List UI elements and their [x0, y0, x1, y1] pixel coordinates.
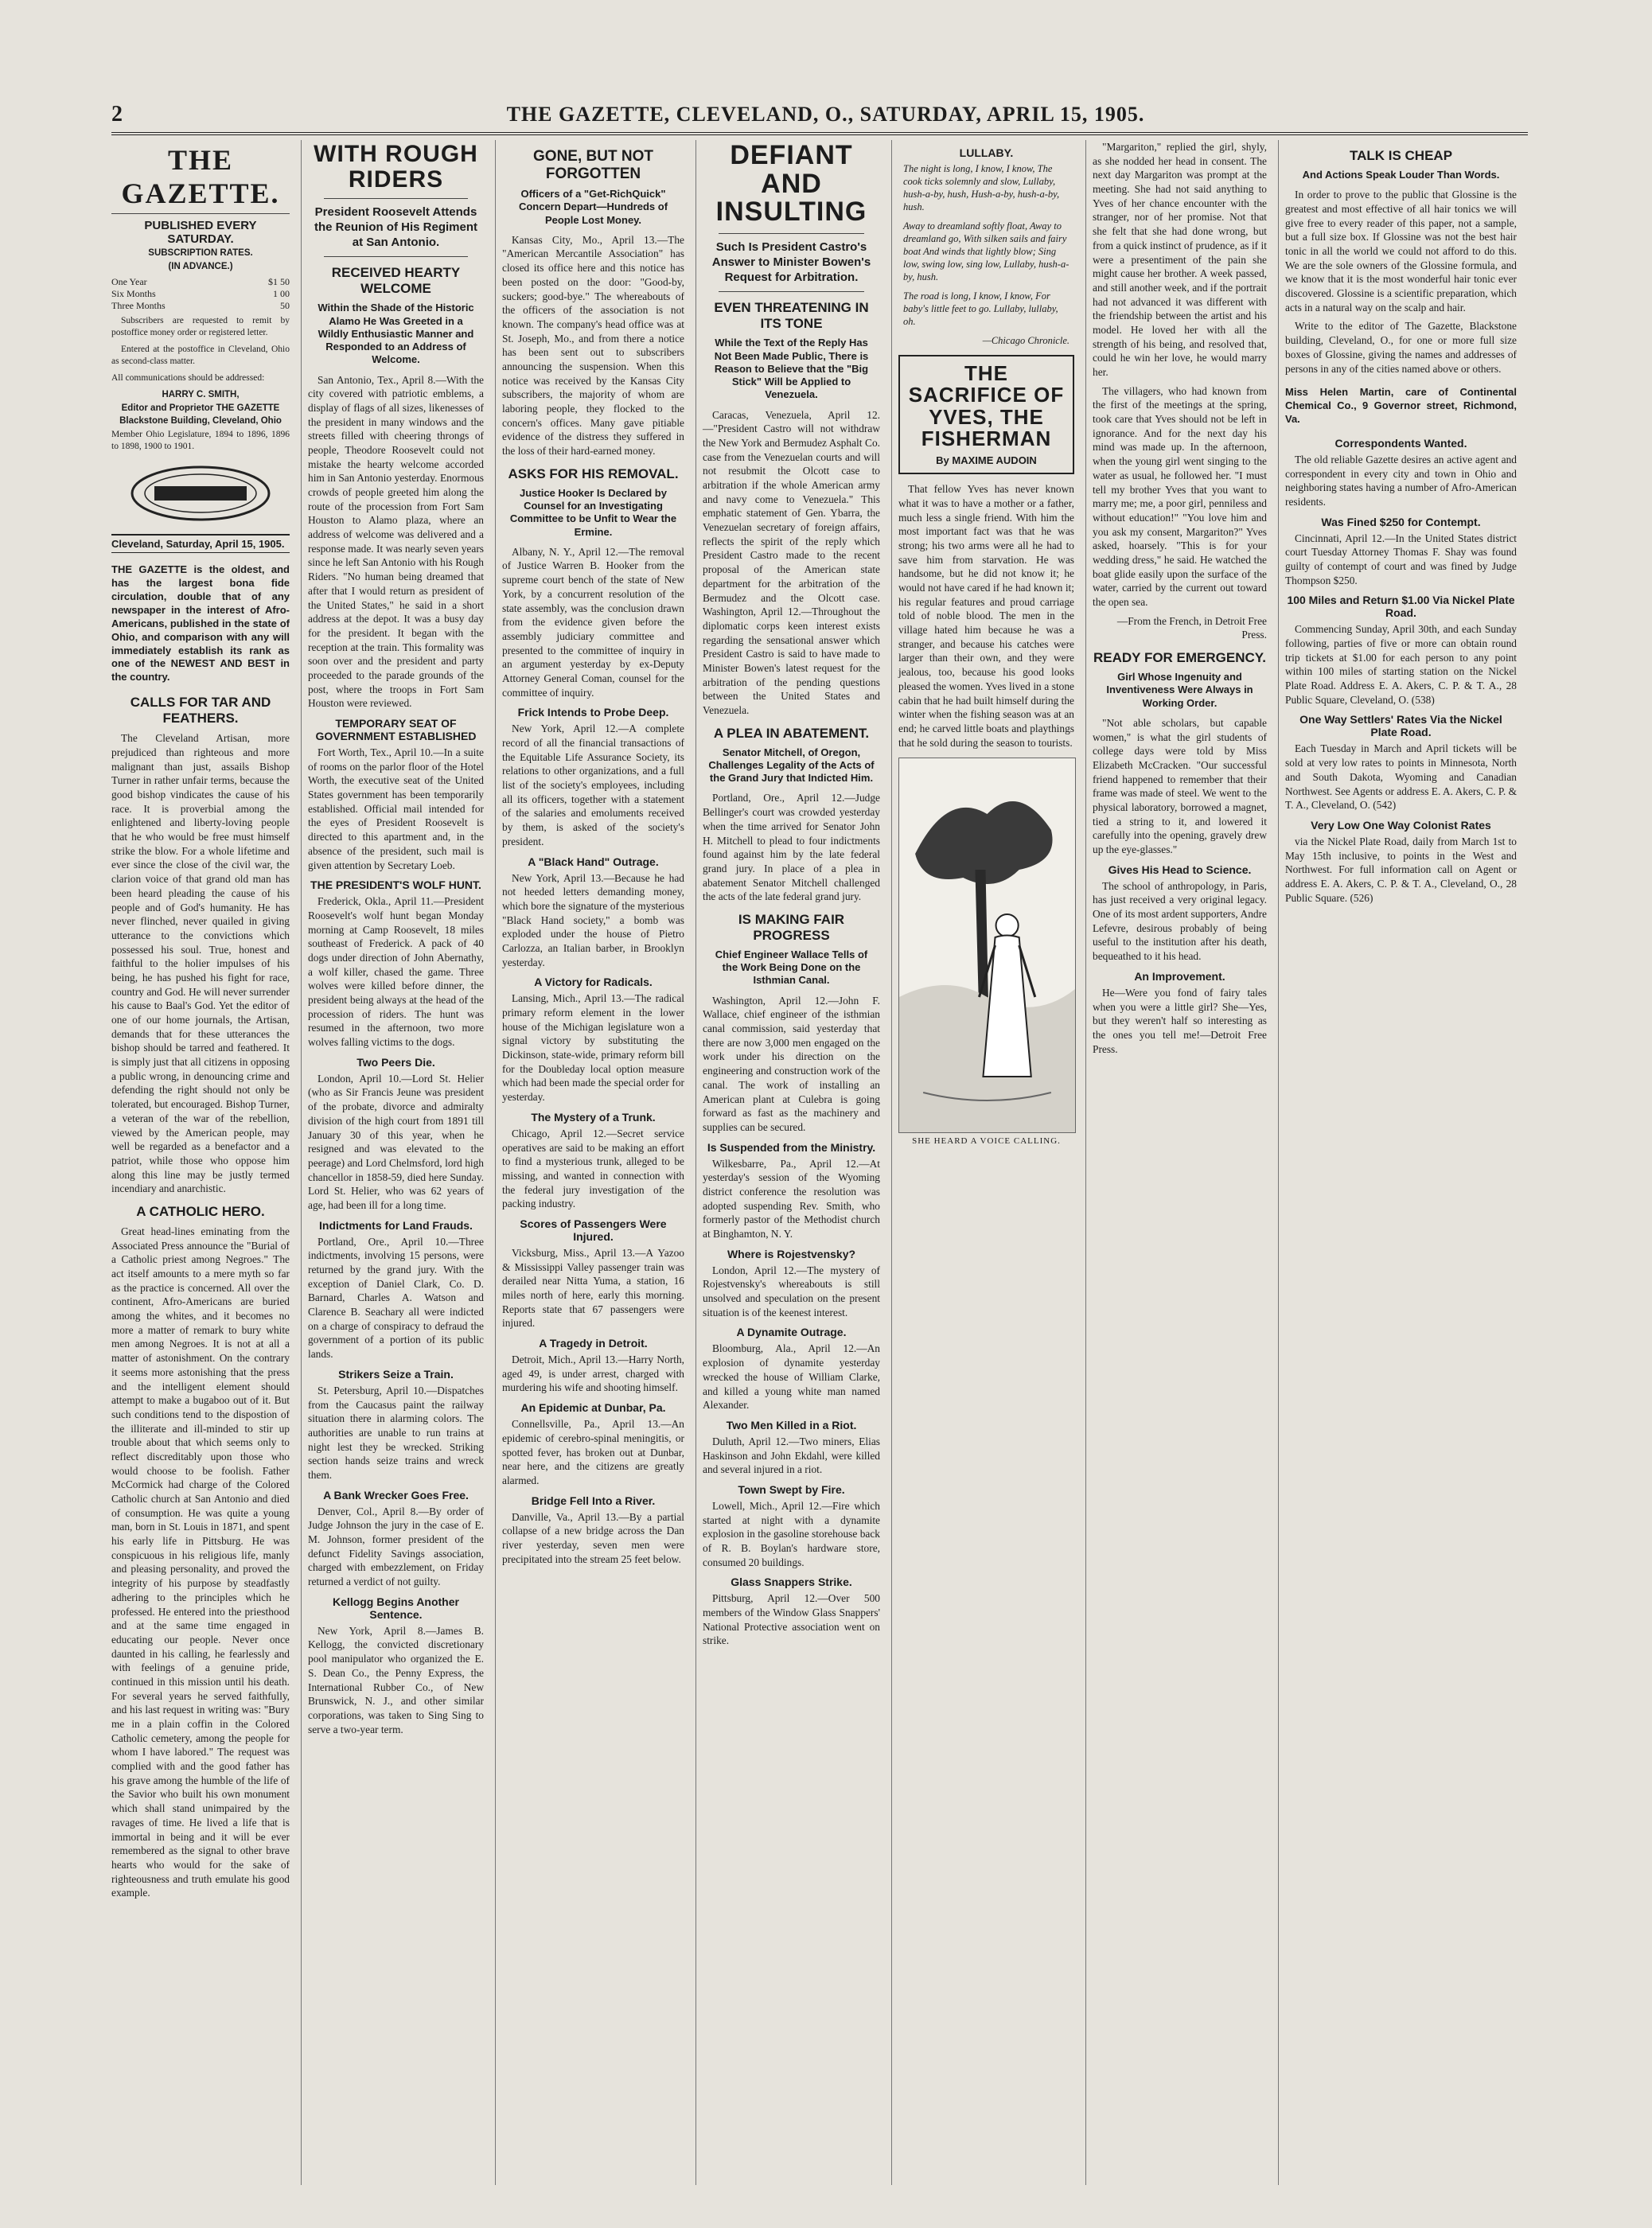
paper-name: THE GAZETTE. [111, 143, 290, 214]
article-injured: Vicksburg, Miss., April 13.—A Yazoo & Mississippi Valley passenger train was derailed near Nitta Yuma, a station, 16 miles north of here, early this morning. Reports state that 67 passengers were injured. [502, 1246, 684, 1330]
story-continuation-2: The villagers, who had known from the first of the meetings at the spring, took care that Yves should not be left in ignorance. And for the next day his mind was made up. In the afternoon, when the young girl went singing to the water as usual, he followed her. "I must tell my brother Yves that you want to marry me; me, a poor girl, penniless and without education!" "You love him and you ask my consent, Margariton?" Yves asked, hoarsely. "This is for your wedding dress," he said. He watched the boat glide easily upon the surface of the water, carried by the current out toward the open sea. [1093, 384, 1267, 608]
headline-riot: Two Men Killed in a Riot. [726, 1418, 857, 1431]
headline-improvement: An Improvement. [1134, 969, 1225, 983]
deck-plea: Senator Mitchell, of Oregon, Challenges Legality of the Acts of the Grand Jury that Indicted Him. [708, 746, 875, 785]
article-land-frauds: Portland, Ore., April 10.—Three indictments, involving 15 persons, were returned by the grand jury. With the exception of Daniel Clark, Co. D. Barnard, Charles A. Watson and Clarence B. Seachary all were indicted on a charge of conspiracy to defraud the government of a portion of its public lands. [308, 1235, 484, 1361]
woman-by-tree-illustration-icon [899, 758, 1075, 1132]
ad-100-miles: Commencing Sunday, April 30th, and each Sunday following, parties of five or more can obtain round trip tickets at $1.00 for each person to any point within 100 miles of starting station on the Nickel Plate Road. Address E. A. Akers, C. P. & T. A., 28 Public Square, Cleveland, O. (538) [1285, 623, 1517, 706]
story-byline: By MAXIME AUDOIN [936, 454, 1037, 467]
column-1 [111, 140, 296, 2185]
rate-row: Six Months 1 00 [111, 287, 290, 299]
article-black-hand: New York, April 13.—Because he had not heeded letters demanding money, which bore the signature of the mysterious "Black Hand society," a bomb was exploded under the house of Pietro Carlozza, an Italian barber, in Brooklyn yesterday. [502, 871, 684, 968]
article-catholic-hero: Great head-lines eminating from the Associated Press announce the "Burial of a Catholic priest among Negroes." The act itself amounts to a mere myth so far as the practice is concerned. All over the continent, Afro-Americans are buried among the whites, and it becomes no more a matter of remark to bury white men among Negroes. It is not at all a matter of astonishment. On the contrary it seems more astonishing that the press and the intelligent element should attempt to make a bugaboo out of it. But such conditions tend to the dispostion of the illiterate and ill-minded to stir up trouble about that which seems only to reflect discreditably upon those who would choose to be foolish. Father McCormick had charge of the Colored Catholic church at San Antonio and died of consumption. He was quite a young man, born in St. Louis in 1871, and spent his early life in Pittsburg. He was conspicuous in his religious life, manly and pleasing personality, and proved the integrity of his purpose by steadfastly adhering to the principles which he professed. He entered into the priesthood and at the same time engaged in educating our people. Never once daunted in his calling, he fearlessly and with feelings of a genuine pride, continued in this mission until his death. For several years he served faithfully, and his last request in writing was: "Bury me in a plain coffin in the Colored Catholic cemetery, among the people for whom I have labored." The request was complied with and the good father has his grave among the humble of the life of the Savior who built his own monument which shall stand unimpaired by the ravages of time. He lived a life that is immortal in being and it will be ever remembered as the signal to other brave hearts who would for the sake of righteousness and truth emulate his good example. [111, 1225, 290, 1899]
article-wolf-hunt: Frederick, Okla., April 11.—President Roosevelt's wolf hunt began Monday morning at Camp Roosevelt, 18 miles southeast of Frederick. A pack of 40 dogs under direction of John Abernathy, a wolf killer, chased the game. Three wolves were killed before dinner, the president being always at the head of the procession of riders. The hunt was resumed in the afternoon, two more wolves falling victims to the dogs. [308, 895, 484, 1049]
article-defiant: Caracas, Venezuela, April 12.—"President Castro will not withdraw the New York and Bermudez Asphalt Co. case from the Venezuelan courts and will not resubmit the Olcott case to arbitration if the whole American army and navy come to Venezuela." This emphatic statement of Gen. Ybarra, the Venezuelan secretary of foreign affairs, reflects the spirit of the reply which President Castro made to the recent proposal of the American state department for the arbitration of the Bermudez and the Olcott case. Washington, April 12.—Throughout the diplomatic corps keen interest exists regarding the sensational answer which President Castro is said to have made to Minister Bowen's latest request for the arbitration of the pending questions between the United States and Venezuela. [703, 408, 880, 716]
subhead-threatening: EVEN THREATENING IN ITS TONE [714, 300, 869, 332]
article-frick: New York, April 12.—A complete record of all the financial transactions of the Equitable Life Assurance Society, its relations to other organizations, and a full list of the society's employees, including all its officers, together with a statement of the salaries and emoluments received by them, is asked of the society's president. [502, 723, 684, 847]
article-kellogg: New York, April 8.—James B. Kellogg, the convicted discretionary pool manipulator who organized the E. S. Dean Co., the Penny Express, the International Rubber Co., of New Brunswick, N. J., and other similar corporations, was taken to Sing Sing to serve a two-year term. [308, 1624, 484, 1735]
story-title-box [898, 355, 1074, 474]
communications-notice: All communications should be addressed: [111, 372, 265, 383]
headline-bridge: Bridge Fell Into a River. [531, 1494, 656, 1507]
entered-notice: Entered at the postoffice in Cleveland, Ohio as second-class matter. [111, 344, 290, 366]
headline-black-hand: A "Black Hand" Outrage. [528, 855, 659, 868]
article-rough-riders: San Antonio, Tex., April 8.—With the city covered with patriotic emblems, a display of flags of all sizes, likenesses of the president in many windows and the streets filled with cheering throngs of people, Theodore Roosevelt could not mistake the hearty welcome accorded him in San Antonio yesterday. Enormous crowds of people greeted him along the route of the procession from Fort Sam Houston to Alamo plaza, where an address of welcome was delivered and a response made. It was nearly seven years since he left San Antonio with his Rough Riders. "No human being dreamed that after that I would return as president of the United States," he said in a short address at the depot. It was a busy day for the president. It began with the reception at the train. This formality was soon over and the president and party proceeded to the parade grounds of the post, where the troops in Fort Sam Houston were reviewed. [308, 373, 484, 710]
headline-rojestvensky: Where is Rojestvensky? [727, 1247, 856, 1260]
deck-talk-cheap: And Actions Speak Louder Than Words. [1302, 169, 1500, 181]
article-emergency: "Not able scholars, but capable women," is what the girl students of college days were told by Miss Elizabeth McCracken. "Our successful friend happened to remember that their frame was made of steel. We went to the physical laboratory, borrowed a magnet, tied a string to it, and lowered it carefully into the opening, gravely drew up the eye-glasses." [1093, 716, 1267, 855]
deck-rough-riders: President Roosevelt Attends the Reunion of His Regiment at San Antonio. [314, 205, 477, 249]
deck-defiant: Such Is President Castro's Answer to Minister Bowen's Request for Arbitration. [711, 240, 871, 284]
editor-title: Editor and Proprietor THE GAZETTE [121, 403, 280, 413]
ad-colonist: via the Nickel Plate Road, daily from March 1st to May 15th inclusive, to points in the West and Northwest. For full information call on Agent or address E. A. Akers, C. P. & T. A., Cleveland, O., 28 Public Square. (526) [1285, 835, 1517, 904]
masthead [111, 97, 1528, 135]
headline-colonist: Very Low One Way Colonist Rates [1311, 818, 1491, 832]
article-fire: Lowell, Mich., April 12.—Fire which started at night with a dynamite explosion in the gasoline storehouse back of R. B. Boylan's hardware store, consumed 20 buildings. [703, 1499, 880, 1568]
article-bridge: Danville, Va., April 13.—By a partial collapse of a new bridge across the Dan river yesterday, seven men were precipitated into the stream 25 feet below. [502, 1510, 684, 1565]
rate-row: One Year $1 50 [111, 275, 290, 287]
subscription-heading: SUBSCRIPTION RATES. [148, 248, 253, 258]
poem-stanza: Away to dreamland softly float, Away to dreamland go, With silken sails and fairy boat And winds that lightly blow; Sing low, swing low, sing low, Lullaby, hush-a-by, hush. [903, 220, 1070, 282]
headline-fined: Was Fined $250 for Contempt. [1321, 515, 1481, 528]
article-trunk: Chicago, April 12.—Secret service operatives are said to be making an effort to find a mysterious trunk, alleged to be missing, and wanted in connection with the federal jury investigation of the packing industry. [502, 1127, 684, 1210]
poem-stanza: The road is long, I know, I know, For baby's little feet to go. Lullaby, lullaby, oh. [903, 290, 1058, 327]
article-science: The school of anthropology, in Paris, has just received a very original legacy. One of its most ardent supporters, Andre Lefevre, desirous probably of being useful to the institution after his death, bequeathed to it his head. [1093, 879, 1267, 963]
headline-talk-cheap: TALK IS CHEAP [1349, 148, 1453, 163]
member-notice: Member Ohio Legislature, 1894 to 1896, 1896 to 1898, 1900 to 1901. [111, 430, 290, 452]
article-rojestvensky: London, April 12.—The mystery of Rojestvensky's whereabouts is still unsolved and speculation on the present situation is of the keenest interest. [703, 1264, 880, 1318]
headline-land-frauds: Indictments for Land Frauds. [319, 1218, 473, 1232]
column-6 [1085, 140, 1273, 2185]
subhead-welcome: RECEIVED HEARTY WELCOME [331, 265, 461, 297]
headline-trunk: The Mystery of a Trunk. [531, 1110, 656, 1124]
article-strikers: St. Petersburg, April 10.—Dispatches from the Caucasus paint the railway situation there in alarming colors. The authorities are unable to run trains at night lest they be wrecked. Striking section hands seize trains and wreck them. [308, 1384, 484, 1481]
columns [111, 140, 1528, 2185]
page-number: 2 [111, 102, 123, 127]
headline-radicals: A Victory for Radicals. [534, 976, 653, 989]
article-tar-feathers: The Cleveland Artisan, more prejudiced than righteous and more malignant than just, assails Bishop Turner in rather unfair terms, because the good bishop vindicates the cause of his race. It is proverbial among the enlightened and liberty-loving people that he who would be free must himself strike the blow. For a whole lifetime and ever since the close of the civil war, the clarion voice of that grand old man has been heard pleading the cause of his people and of God's humanity. He has never flinched, never quailed in giving utterance to the convictions which possessed his soul. True, honest and faithful to the holier impulses of his being, he has pushed his fight for race, country and God. He will never surrender his cause to Baal's God. Yet the editor of one of our home journals, the Artisan, demands that for these utterances the bishop should be tarred and feathered. It is simply just that all citizens in opposing a public wrong, in denouncing crime and defending the right should not only be tolerated, but encouraged. Bishop Turner, a veteran of the war of the rebellion, viewed by the American people, may well be regarded as a benefactor and a patriot, while those who oppose him along this line may be justly termed incendiary and anarchistic. [111, 732, 290, 1195]
headline-plea: A PLEA IN ABATEMENT. [713, 725, 870, 741]
headline-epidemic: An Epidemic at Dunbar, Pa. [520, 1401, 666, 1415]
column-3 [495, 140, 691, 2185]
column-5 [891, 140, 1081, 2185]
story-continuation-1: "Margariton," replied the girl, shyly, as she nodded her head in consent. The next day Margariton was prompt at the meeting. She had not said anything to Yves of her chance encounter with the stranger, nor of her promise. Not that she felt that she had done wrong, but from a quick instinct of prudence, as if it were a presentiment of the pain she might cause her brother. A week passed, and still another week, and if the portrait had not advanced it was different with the friendship between the artist and his model. He loved her with all the strength of his being, and resolved that, could he win her love, he would marry her. [1093, 141, 1267, 378]
article-fined: Cincinnati, April 12.—In the United States district court Tuesday Attorney Thomas F. Shay was found guilty of contempt of court and was fined by Judge Thompson $250. [1285, 532, 1517, 586]
rate-row: Three Months 50 [111, 299, 290, 311]
poem-lullaby [903, 162, 1070, 347]
headline-catholic-hero: A CATHOLIC HERO. [136, 1203, 265, 1219]
advance-note: (IN ADVANCE.) [168, 261, 233, 271]
headline-kellogg: Kellogg Begins Another Sentence. [333, 1595, 459, 1621]
story-title: THE SACRIFICE OF YVES, THE FISHERMAN [908, 361, 1065, 450]
deck-gone: Officers of a "Get-RichQuick" Concern Depart—Hundreds of People Lost Money. [518, 188, 668, 226]
poem-source: —Chicago Chronicle. [982, 335, 1070, 346]
article-removal: Albany, N. Y., April 12.—The removal of Justice Warren B. Hooker from the supreme court bench of the state of New York, by a concurrent resolution of the state assembly, was the conclusion drawn from the evidence given before the assembly judiciary committee and presented to the committee of inquiry in an argument yesterday by ex-Deputy Attorney General Coman, counsel for the committee of inquiry. [502, 545, 684, 699]
headline-wolf-hunt: THE PRESIDENT'S WOLF HUNT. [310, 878, 481, 892]
union-label-icon [129, 464, 272, 523]
rates-table [111, 276, 290, 312]
headline-injured: Scores of Passengers Were Injured. [520, 1217, 667, 1243]
headline-one-way: One Way Settlers' Rates Via the Nickel Plate Road. [1299, 713, 1502, 739]
article-bank-wrecker: Denver, Col., April 8.—By order of Judge Johnson the jury in the case of E. M. Johnson, former president of the defunct Fidelity Savings association, charged with embezzlement, on Friday returned a verdict of not guilty. [308, 1505, 484, 1588]
headline-rough-riders: WITH ROUGH RIDERS [314, 141, 478, 193]
article-epidemic: Connellsville, Pa., April 13.—An epidemic of cerebro-spinal meningitis, or spotted fever, has broken out at Dunbar, near here, and the citizens are greatly alarmed. [502, 1418, 684, 1486]
headline-100-miles: 100 Miles and Return $1.00 Via Nickel Plate Road. [1287, 594, 1515, 620]
headline-correspondents: Correspondents Wanted. [1334, 436, 1467, 450]
deck-fair-progress: Chief Engineer Wallace Tells of the Work Being Done on the Isthmian Canal. [715, 948, 868, 987]
headline-defiant: DEFIANT AND INSULTING [715, 140, 867, 228]
publication-frequency: PUBLISHED EVERY SATURDAY. [144, 219, 257, 246]
illustration-caption: SHE HEARD A VOICE CALLING. [912, 1136, 1061, 1147]
headline-glass: Glass Snappers Strike. [731, 1576, 852, 1589]
poem-title: LULLABY. [959, 146, 1014, 159]
article-improvement: He—Were you fond of fairy tales when you were a little girl? She—Yes, but they weren't half so interesting as the ones you tell me!—Detroit Free Press. [1093, 986, 1267, 1055]
headline-peers: Two Peers Die. [357, 1055, 435, 1069]
ad-glossine-1: In order to prove to the public that Glossine is the greatest and most effective of all hair tonics we will give free to every reader of this paper, not a sample, but a full size box. If Glossine was not the best hair tonic in all the world we could not afford to do this. We are the sole owners of the Glossine formula, and we know that it is the most wonderful hair tonic ever discovered. Glossine is a scientific preparation, which acts in a natural way on the scalp and hair. [1285, 189, 1517, 314]
article-gone: Kansas City, Mo., April 13.—The "American Mercantile Association" has closed its office here and this notice has been posted on the door: "Good-by, suckers; good-bye." The whereabouts of the officers of the association is not known. The company's head office was at St. Joseph, Mo., and from there a notice has been sent out to subscribers announcing the suspension. When this notice was received by the Kansas City subscribers, the majority of whom are laboring people, they flocked to the concern's offices. Many gave pitiable evidence of the distress they suffered in the loss of their hard-earned money. [502, 233, 684, 458]
headline-fair-progress: IS MAKING FAIR PROGRESS [738, 911, 845, 943]
headline-science: Gives His Head to Science. [1108, 863, 1252, 876]
article-fair-progress: Washington, April 12.—John F. Wallace, chief engineer of the isthmian canal commission, said yesterday that there are now 3,000 men engaged on the work under his direction on the engineering and construction work of the canal. The work of installing an American plant at Culebra is going forward as fast as the machinery and supplies can be secured. [703, 994, 880, 1133]
union-label-emblem [129, 464, 272, 523]
headline-tar-feathers: CALLS FOR TAR AND FEATHERS. [130, 695, 271, 726]
headline-strikers: Strikers Seize a Train. [338, 1367, 454, 1381]
article-correspondents: The old reliable Gazette desires an active agent and correspondent in every city and town in Ohio and neighboring states having a number of Afro-American residents. [1285, 453, 1517, 508]
deck-emergency: Girl Whose Ingenuity and Inventiveness Were Always in Working Order. [1106, 671, 1253, 709]
ad-one-way: Each Tuesday in March and April tickets will be sold at very low rates to points in Minnesota, North and South Dakota, Wyoming and Canadian Northwest. See Agents or address E. A. Akers, C. P. & T. A., Cleveland, O. (542) [1285, 742, 1517, 812]
article-temp-seat: Fort Worth, Tex., April 10.—In a suite of rooms on the parlor floor of the Hotel Worth, the executive seat of the United States government has been temporarily established. Official mail intended for the eyes of President Roosevelt is directed to this apartment and, in the absence of the president, such mail is given attention by Secretary Loeb. [308, 746, 484, 871]
headline-removal: ASKS FOR HIS REMOVAL. [508, 465, 679, 481]
headline-emergency: READY FOR EMERGENCY. [1093, 650, 1266, 666]
column-2 [301, 140, 490, 2185]
article-peers: London, April 10.—Lord St. Helier (who as Sir Francis Jeune was president of the probate, divorce and admiralty division of the high court from 1891 till January 30 of this year, when he resigned and was elevated to the peerage) and Lord Chelmsford, lord high chancellor in 1858-59, died here Sunday. Lord St. Helier, who was 62 years of age, had been ill for a long time. [308, 1072, 484, 1211]
article-glass: Pittsburg, April 12.—Over 500 members of the Window Glass Snappers' National Protective association went on strike. [703, 1592, 880, 1647]
story-source: —From the French, in Detroit Free Press. [1116, 614, 1267, 641]
masthead-title: THE GAZETTE, CLEVELAND, O., SATURDAY, APRIL 15, 1905. [506, 103, 1145, 126]
headline-bank-wrecker: A Bank Wrecker Goes Free. [323, 1488, 469, 1502]
article-plea: Portland, Ore., April 12.—Judge Bellinger's court was crowded yesterday when the time arrived for Senator John H. Mitchell to plead to four indictments found against him by the late federal grand jury. In place of a plea in abatement Senator Mitchell challenged the acts of the late federal grand jury. [703, 792, 880, 903]
column-7 [1278, 140, 1523, 2185]
headline-dynamite: A Dynamite Outrage. [736, 1326, 847, 1339]
article-riot: Duluth, April 12.—Two miners, Elias Haskinson and John Ekdahl, were killed and several injured in a riot. [703, 1435, 880, 1476]
deck-alamo: Within the Shade of the Historic Alamo He Was Greeted in a Wildly Enthusiastic Manner and Responded to an Address of Welcome. [318, 302, 474, 366]
story-illustration [898, 758, 1076, 1133]
headline-suspended: Is Suspended from the Ministry. [707, 1140, 876, 1154]
editor-name: HARRY C. SMITH, [162, 389, 240, 399]
deck-big-stick: While the Text of the Reply Has Not Been Made Public, There is Reason to Believe that the "Big Stick" Will be Applied to Venezuela. [714, 337, 869, 401]
story-text: That fellow Yves has never known what it was to have a mother or a father, much less a single friend. With him the most important fact was that he was strong; his two arms were all he had to save him from starvation. He was handsome, but he did not know it; he would not have cared if he had known it; his regular features and proud carriage told of noble blood. The men in the village hated him because he was a stranger, and because his catches were larger than their own, and they were jealous, too, because his good looks pleased the women. Yves lived in a stone cabin that he had built himself during the winter when the fishing season was at an end; he carved little boats and playthings that he sold during the season to tourists. [898, 483, 1074, 749]
dateline: Cleveland, Saturday, April 15, 1905. [111, 534, 290, 553]
poem-stanza: The night is long, I know, I know, The cook ticks solemnly and slow, Lullaby, hush-a-by, hush, Hush-a-by, hush-a-by, hush. [903, 163, 1060, 212]
column-4 [695, 140, 886, 2185]
about-paragraph: THE GAZETTE is the oldest, and has the largest bona fide circulation, double that of any newspaper in the interest of Afro-Americans, published in the state of Ohio, and comparison with any will immediately establish its rank as one of the NEWEST AND BEST in the country. [111, 563, 290, 684]
remit-notice: Subscribers are requested to remit by postoffice money order or registered letter. [111, 315, 290, 337]
headline-gone: GONE, BUT NOT FORGOTTEN [533, 148, 653, 182]
ad-glossine-address: Miss Helen Martin, care of Continental Chemical Co., 9 Governor street, Richmond, Va. [1285, 386, 1517, 425]
article-radicals: Lansing, Mich., April 13.—The radical primary reform element in the lower house of the Michigan legislature won a signal victory by substituting the Dickinson, state-wide, primary reform bill for the Doubleday local option measure which had been made the special order for yesterday. [502, 992, 684, 1104]
editor-address: Blackstone Building, Cleveland, Ohio [119, 416, 282, 427]
headline-temp-seat: TEMPORARY SEAT OF GOVERNMENT ESTABLISHED [315, 717, 477, 742]
deck-removal: Justice Hooker Is Declared by Counsel for an Investigating Committee to be Unfit to Wear the Ermine. [509, 486, 677, 538]
headline-fire: Town Swept by Fire. [738, 1482, 845, 1496]
article-suspended: Wilkesbarre, Pa., April 12.—At yesterday's session of the Wyoming district conference the resolution was adopted suspending Rev. Smith, who formerly pastor of the Methodist church at Binghamton, N. Y. [703, 1157, 880, 1240]
headline-frick: Frick Intends to Probe Deep. [517, 706, 669, 719]
headline-tragedy: A Tragedy in Detroit. [539, 1337, 648, 1350]
article-dynamite: Bloomburg, Ala., April 12.—An explosion of dynamite yesterday wrecked the house of William Clarke, and killed a young white man named Alexander. [703, 1342, 880, 1412]
article-tragedy: Detroit, Mich., April 13.—Harry North, aged 49, is under arrest, charged with murdering his wife and shooting himself. [502, 1354, 684, 1394]
ad-glossine-2: Write to the editor of The Gazette, Blackstone building, Cleveland, O., for one or more full size boxes of Glossine, giving the names and addresses of persons in any of the cities named above or others. [1285, 320, 1517, 375]
